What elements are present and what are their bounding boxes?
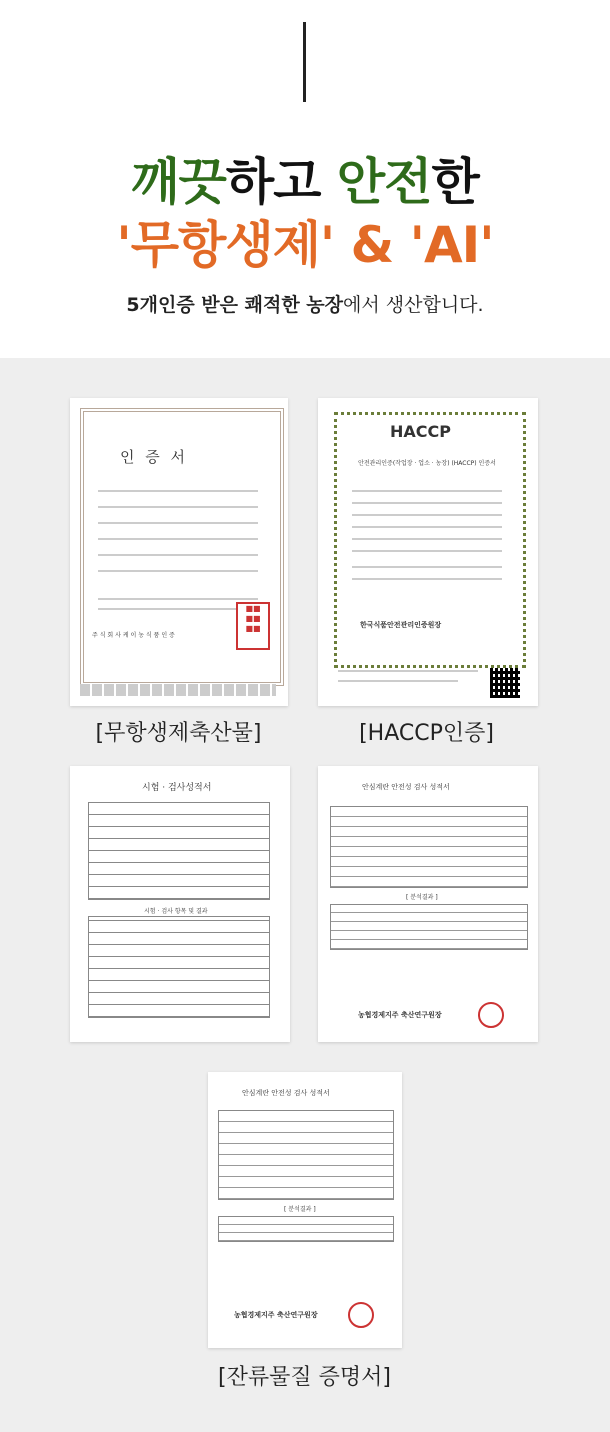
caption-haccp: [HACCP인증] (359, 721, 494, 746)
company-name: 주 식 회 사 케 이 농 식 품 인 증 (92, 632, 175, 639)
qr-code (490, 668, 520, 698)
certificate-haccp (318, 398, 538, 706)
table-title: [ 분석결과 ] (406, 894, 438, 901)
issuer: 농협경제지주 축산연구원장 (358, 1011, 442, 1019)
issuer: 한국식품안전관리인증원장 (360, 621, 442, 629)
headline-word-end: 한 (431, 153, 479, 211)
caption-antibiotic-free: [무항생제축산물] (95, 721, 262, 746)
headline-word-safe: 안전 (336, 153, 432, 211)
certificate-safety-report (318, 766, 538, 1042)
doc-title: HACCP (390, 422, 451, 441)
red-seal (348, 1302, 374, 1328)
subtitle (0, 290, 610, 317)
red-seal: ■■ ■■ ■■ (236, 602, 270, 650)
red-seal (478, 1002, 504, 1028)
headline-word-clean: 깨끗 (131, 153, 226, 211)
headline-line-1 (0, 142, 610, 214)
certificate-antibiotic-free (70, 398, 288, 706)
subtitle-bold: 5개인증 받은 쾌적한 농장 (126, 294, 344, 316)
certificates-section (0, 358, 610, 1432)
table-title: 시험 · 검사 항목 및 결과 (144, 908, 208, 915)
headline-line-2: '무항생제' & 'AI' (116, 216, 494, 274)
certificate-residue (208, 1072, 402, 1348)
caption-residue: [잔류물질 증명서] (218, 1365, 391, 1390)
doc-title: 시험 · 검사성적서 (142, 783, 212, 793)
doc-subtitle: 안전관리인증(작업장 · 업소 · 농장) (HACCP) 인증서 (358, 460, 496, 467)
issuer: 농협경제지주 축산연구원장 (234, 1311, 318, 1319)
doc-title: 안심계란 안전성 검사 성적서 (362, 783, 450, 791)
certificate-test-report (70, 766, 290, 1042)
subtitle-rest: 에서 생산합니다. (343, 294, 484, 316)
doc-title: 인 증 서 (120, 448, 189, 466)
header-section (0, 0, 610, 358)
headline-word-and: 하고 (225, 153, 337, 211)
divider-line (303, 22, 306, 102)
doc-title: 안심계란 안전성 검사 성적서 (242, 1089, 330, 1097)
table-title: [ 분석결과 ] (284, 1206, 316, 1213)
